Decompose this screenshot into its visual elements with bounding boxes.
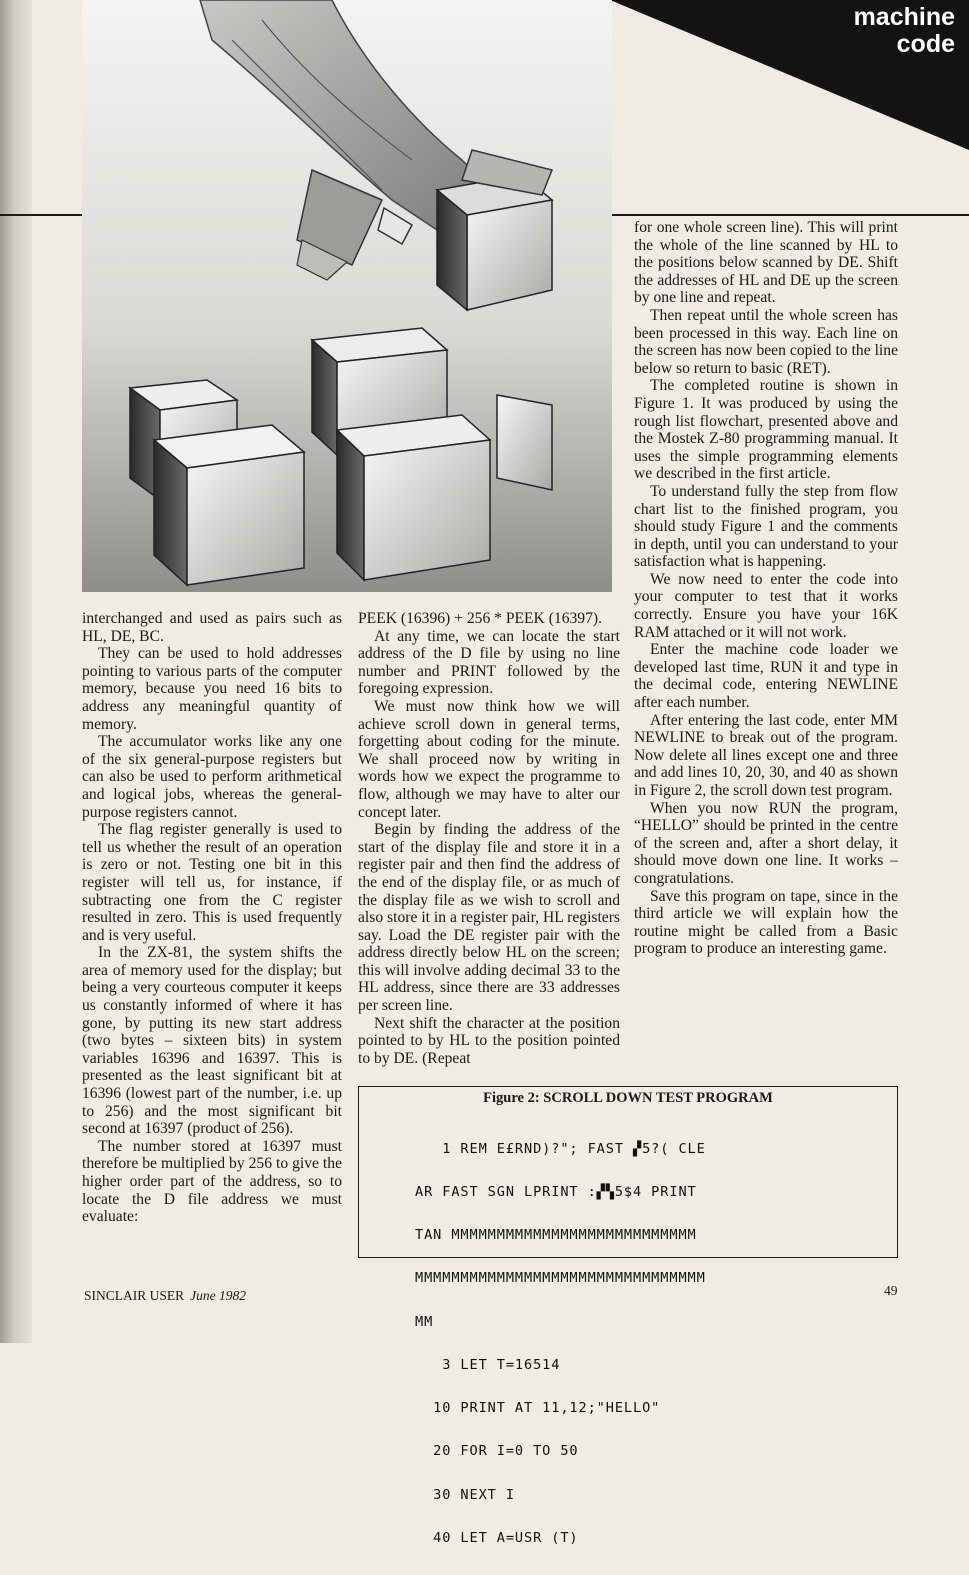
paragraph: Enter the machine code loader we developed last time, RUN it and type in the decimal code, entering NEWLINE after each number. bbox=[634, 641, 898, 712]
publication-name: SINCLAIR USER bbox=[84, 1288, 185, 1303]
paragraph: The completed routine is shown in Figure 1. It was produced by using the rough list flowchart, presented above and the Mostek Z-80 programming manual. It uses the simple programming elements we described in the first article. bbox=[634, 377, 898, 483]
text-column-right bbox=[634, 219, 898, 958]
paragraph: The number stored at 16397 must therefore be multiplied by 256 to give the higher order part of the address, so to locate the D file address we must evaluate: bbox=[82, 1137, 342, 1226]
page-number: 49 bbox=[884, 1283, 898, 1298]
top-left-rule bbox=[0, 214, 82, 216]
paragraph: When you now RUN the program, “HELLO” should be printed in the centre of the screen and, after a short delay, it should move down one line. It works – congratulations. bbox=[634, 799, 898, 887]
listing-line: 20 FOR I=0 TO 50 bbox=[415, 1443, 579, 1460]
section-label-line: code bbox=[896, 30, 955, 58]
listing-line: TAN MMMMMMMMMMMMMMMMMMMMMMMMMMM bbox=[415, 1227, 697, 1244]
paragraph: PEEK (16396) + 256 * PEEK (16397). bbox=[358, 610, 602, 627]
paragraph: After entering the last code, enter MM NEWLINE to break out of the program. Now delete all lines except one and three and add lines 10, 20, 30, and 40 as shown in Figure 2, the scroll down test program. bbox=[634, 711, 898, 799]
listing-line: 30 NEXT I bbox=[415, 1486, 515, 1503]
program-listing bbox=[415, 1113, 897, 1574]
paragraph: interchanged and used as pairs such as HL, DE, BC. bbox=[82, 610, 342, 645]
listing-line: MMMMMMMMMMMMMMMMMMMMMMMMMMMMMMMM bbox=[415, 1270, 706, 1287]
text-column-left bbox=[82, 610, 342, 1226]
paragraph: Then repeat until the whole screen has been processed in this way. Each line on the screen has now been copied to the line below so return to basic (RET). bbox=[634, 306, 898, 377]
paragraph: We now need to enter the code into your computer to test that it works correctly. Ensure you have your 16K RAM attached or it will not work. bbox=[634, 570, 898, 641]
listing-line: 1 REM E£RND)?"; FAST ▞5?( CLE bbox=[415, 1140, 706, 1157]
paragraph: Begin by finding the address of the start of the display file and store it in a register pair and then find the address of the end of the display file, or as much of the display file as we wish to scroll and also store it in a register pair, HL registers say. Load the DE register pair with the address directly below HL on the screen; this will involve adding decimal 33 to the HL address, since there are 33 addresses per screen line. bbox=[358, 821, 620, 1015]
paragraph: The flag register generally is used to tell us whether the result of an operation is zero or not. Testing one bit in this register will tell us, for instance, if subtracting one from the C register resulted in zero. This is used frequently and is very useful. bbox=[82, 821, 342, 944]
paragraph: Next shift the character at the position pointed to by HL to the position pointed to by DE. (Repeat bbox=[358, 1014, 620, 1067]
paragraph: To understand fully the step from flow chart list to the finished program, you should study Figure 1 and the comments in depth, until you can understand to your satisfaction what is happening. bbox=[634, 482, 898, 571]
listing-line: AR FAST SGN LPRINT :▞▚5$4 PRINT bbox=[415, 1184, 697, 1201]
paragraph: At any time, we can locate the start address of the D file by using no line number and PRINT followed by the foregoing expression. bbox=[358, 627, 620, 698]
paragraph: They can be used to hold addresses pointing to various parts of the computer memory, because you need 16 bits to address any meaningful quantity of memory. bbox=[82, 645, 342, 733]
page-binding-shadow bbox=[0, 0, 32, 1343]
section-label bbox=[854, 4, 955, 58]
paragraph: In the ZX-81, the system shifts the area of memory used for the display; but being a very courteous computer it keeps us constantly informed of where it has gone, by putting its new start address (two bytes – sixteen bits) in system variables 16396 and 16397. This is presented as the least significant bit at 16396 (lowest part of the number, i.e. up to 256) and the most significant bit second at 16397 (product of 256). bbox=[82, 944, 342, 1138]
listing-line: 10 PRINT AT 11,12;"HELLO" bbox=[415, 1400, 661, 1417]
listing-line: MM bbox=[415, 1313, 434, 1330]
paragraph: The accumulator works like any one of the six general-purpose registers but can also be used to perform arithmetical and logical jobs, whereas the general-purpose registers cannot. bbox=[82, 733, 342, 821]
paragraph: We must now think how we will achieve scroll down in general terms, forgetting about coding for the minute. We shall proceed now by writing in words how we expect the programme to flow, although we may have to alter our concept later. bbox=[358, 697, 620, 821]
listing-line: 40 LET A=USR (T) bbox=[415, 1529, 579, 1546]
robot-hand-illustration bbox=[82, 0, 612, 592]
text-column-middle bbox=[358, 610, 620, 1067]
section-label-line: machine bbox=[853, 3, 955, 31]
paragraph: Save this program on tape, since in the third article we will explain how the routine might be called from a Basic program to produce an interesting game. bbox=[634, 887, 898, 958]
issue-date: June 1982 bbox=[190, 1288, 246, 1303]
figure-title: Figure 2: SCROLL DOWN TEST PROGRAM bbox=[483, 1090, 773, 1106]
paragraph: for one whole screen line). This will print the whole of the line scanned by HL to the positions below scanned by DE. Shift the addresses of HL and DE up the screen by one line and repeat. bbox=[634, 219, 898, 307]
top-right-rule bbox=[612, 214, 969, 216]
footer-publication bbox=[84, 1288, 246, 1304]
listing-line: 3 LET T=16514 bbox=[415, 1356, 561, 1373]
